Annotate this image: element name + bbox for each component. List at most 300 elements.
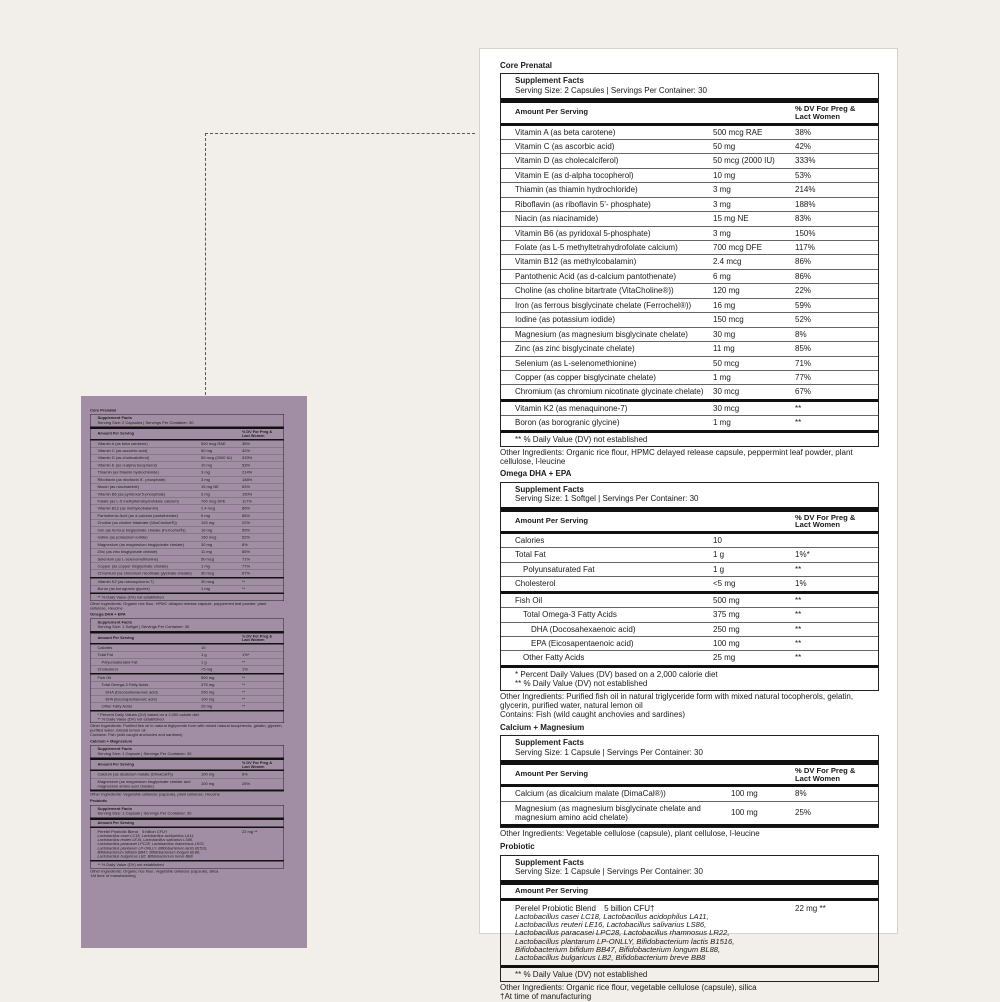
nutrient-dv: **: [795, 418, 802, 428]
nutrient-amount: 120 mg: [713, 286, 740, 296]
thumb-nutrient-dv: 8%: [242, 772, 248, 777]
nutrient-row: [501, 623, 878, 637]
thumb-nutrient-name: Vitamin A (as beta carotene): [97, 441, 148, 446]
thumb-nutrient-row: [91, 484, 284, 491]
nutrient-amount: 50 mcg: [713, 358, 740, 368]
nutrient-name: Copper (as copper bisglycinate chelate): [515, 372, 656, 382]
dashed-connector-horizontal: [205, 133, 475, 134]
thumb-core-rows: [91, 440, 284, 578]
thumb-core-col-dv: % DV For Preg & Lact Women: [242, 429, 273, 438]
thumb-probiotic-col-amount: Amount Per Serving: [97, 820, 134, 825]
thumb-probiotic-strain-line: Lactobacillus plantarum LP-ONLLY, Bifidobacterium lactis B1516,: [97, 845, 208, 851]
thumb-calmag-rows: [91, 771, 284, 791]
nutrient-amount: 250 mg: [713, 624, 740, 634]
thumb-probiotic-blend-amount: 22 mg **: [242, 829, 258, 834]
thumb-nutrient-dv: 38%: [242, 441, 251, 446]
thumb-nutrient-dv: **: [242, 586, 246, 592]
thumb-nutrient-name: Total Fat: [97, 652, 113, 658]
probiotic-strain-line: Lactobacillus bulgaricus LB2, Bifidobacterium breve BB8: [515, 952, 706, 962]
nutrient-name: Choline (as choline bitartrate (VitaCholine®)): [515, 286, 674, 296]
nutrient-name: Cholesterol: [515, 579, 556, 589]
thumb-nutrient-row: [91, 771, 284, 778]
thumb-nutrient-row: [91, 549, 284, 556]
core-other-ingredients: Other Ingredients: Organic rice flour, HPMC delayed release capsule, peppermint leaf powder, plant cellulose, l-leucine: [500, 447, 853, 466]
nutrient-dv: **: [795, 610, 802, 620]
thumb-nutrient-row: [91, 689, 284, 696]
thumb-nutrient-dv: 67%: [242, 571, 251, 576]
thumb-omega-sf-title: Supplement Facts: [97, 619, 132, 625]
thumb-nutrient-amount: 30 mcg: [201, 579, 215, 584]
thumb-omega-other-ingredients: Other Ingredients: Purified fish oil in natural triglyceride form with mixed natural tocopherols, gelatin, glycerin, purified water, natural lemon oil: [90, 723, 283, 733]
nutrient-dv: **: [795, 403, 802, 413]
thumb-nutrient-row: [91, 563, 284, 570]
thumb-nutrient-dv: **: [242, 704, 246, 709]
thumb-nutrient-amount: 1 g: [201, 652, 207, 658]
thumb-nutrient-dv: 188%: [242, 477, 253, 482]
thumb-nutrient-dv: 1%: [242, 667, 248, 672]
thumb-nutrient-row: [91, 469, 284, 476]
thumb-core-supplement-facts: [90, 414, 284, 601]
nutrient-row: [501, 212, 878, 226]
probiotic-blend-amount: 22 mg **: [795, 903, 826, 913]
thumb-nutrient-amount: 11 mg: [201, 549, 212, 555]
thumb-calmag-supplement-facts: [90, 745, 284, 792]
thumb-nutrient-amount: 500 mcg RAE: [201, 441, 226, 446]
nutrient-row: [501, 787, 878, 801]
nutrient-amount: 1 mg: [713, 372, 731, 382]
thumb-nutrient-amount: 1 mg: [201, 563, 210, 569]
nutrient-row: [501, 548, 878, 562]
nutrient-row: [501, 385, 878, 401]
calmag-col-dv: % DV For Preg & Lact Women: [795, 765, 856, 783]
thumb-nutrient-name: Vitamin B12 (as methylcobalamin): [97, 506, 159, 511]
nutrient-dv: 42%: [795, 141, 812, 151]
nutrient-dv: 150%: [795, 228, 816, 238]
thumb-nutrient-name: Niacin (as niacinamide): [97, 484, 140, 490]
thumb-nutrient-row: [91, 586, 284, 594]
nutrient-row: [501, 255, 878, 269]
thumb-nutrient-row: [91, 498, 284, 505]
nutrient-name: Iron (as ferrous bisglycinate chelate (Ferrochel®)): [515, 300, 692, 310]
nutrient-name: Pantothenic Acid (as d-calcium pantothenate): [515, 271, 676, 281]
nutrient-dv: **: [795, 653, 802, 663]
omega-sf-title: Supplement Facts: [515, 484, 584, 494]
thumb-nutrient-amount: 1 mg: [201, 586, 210, 592]
nutrient-name: Folate (as L-5 methyltetrahydrofolate calcium): [515, 243, 678, 252]
nutrient-amount: 2.4 mcg: [713, 257, 742, 267]
nutrient-row: [501, 227, 878, 241]
nutrient-dv: **: [795, 624, 802, 634]
thumb-calmag-serving: Serving Size: 1 Capsule | Servings Per Container: 30: [97, 751, 192, 756]
probiotic-footnote: ** % Daily Value (DV) not established: [515, 970, 648, 980]
thumb-nutrient-name: Vitamin E (as d-alpha tocopherol): [97, 462, 157, 468]
thumb-nutrient-dv: **: [242, 659, 246, 665]
thumb-core-prenatal-title: Core Prenatal: [90, 408, 117, 413]
nutrient-row: [501, 594, 878, 608]
thumb-nutrient-dv: 1%*: [242, 652, 250, 658]
nutrient-name: Total Fat: [515, 550, 546, 560]
nutrient-dv: 25%: [795, 808, 812, 818]
nutrient-name: Vitamin C (as ascorbic acid): [515, 141, 615, 151]
thumb-core-col-amount: Amount Per Serving: [97, 431, 134, 436]
thumb-nutrient-dv: 86%: [242, 506, 251, 511]
omega-other-ingredients: Other Ingredients: Purified fish oil in natural triglyceride form with mixed natural tocopherols, gelatin, glycerin, purified water, natural lemon oil: [500, 692, 854, 711]
probiotic-blend-name: Perelel Probiotic Blend: [515, 903, 596, 913]
nutrient-row: [501, 198, 878, 212]
nutrient-row: [501, 342, 878, 356]
nutrient-dv: 85%: [795, 344, 812, 354]
nutrient-amount: <5 mg: [713, 579, 736, 589]
label-doc: [480, 49, 897, 1002]
calmag-serving: Serving Size: 1 Capsule | Servings Per Container: 30: [515, 747, 703, 757]
thumb-omega-footnote-2: ** % Daily Value (DV) not established: [97, 717, 164, 722]
nutrient-row: [501, 328, 878, 342]
thumb-nutrient-name: Polyunsaturated Fat: [101, 659, 138, 665]
thumb-nutrient-name: Calcium (as dicalcium malate (DimaCal®)): [97, 772, 173, 777]
thumb-omega-contains: Contains: Fish (wild caught anchovies and sardines): [90, 732, 183, 737]
core-col-amount: Amount Per Serving: [515, 107, 588, 117]
thumb-omega-footnote-1: * Percent Daily Values (DV) based on a 2,000 calorie diet: [97, 712, 199, 717]
thumb-nutrient-row: [91, 440, 284, 447]
thumb-nutrient-row: [91, 674, 284, 681]
nutrient-name: Vitamin B12 (as methylcobalamin): [515, 257, 637, 267]
thumb-nutrient-row: [91, 462, 284, 469]
thumb-nutrient-row: [91, 570, 284, 578]
nutrient-name: Chromium (as chromium nicotinate glycinate chelate): [515, 387, 704, 397]
thumb-nutrient-row: [91, 512, 284, 519]
thumb-nutrient-amount: 100 mg: [201, 697, 215, 702]
nutrient-amount: 100 mg: [731, 808, 758, 818]
thumb-probiotic-title: Probiotic: [90, 798, 108, 804]
thumb-calmag-col-dv: % DV For Preg & Lact Women: [242, 760, 273, 769]
nutrient-dv: 53%: [795, 170, 812, 180]
probiotic-strain-line: Lactobacillus casei LC18, Lactobacillus acidophilus LA11,: [515, 911, 709, 921]
probiotic-strain-line: Lactobacillus paracasei LPC28, Lactobacillus rhamnosus LR22,: [515, 928, 730, 938]
nutrient-amount: 100 mg: [731, 789, 758, 799]
nutrient-dv: 188%: [795, 199, 816, 209]
thumb-nutrient-dv: 83%: [242, 484, 251, 490]
thumb-nutrient-amount: 10 mg: [201, 462, 213, 468]
thumb-nutrient-name: Choline (as choline bitartrate (VitaCholine®)): [97, 520, 177, 526]
omega-col-dv: % DV For Preg & Lact Women: [795, 512, 856, 530]
thumb-core-serving: Serving Size: 2 Capsules | Servings Per Container: 30: [97, 420, 194, 425]
thumb-nutrient-row: [91, 659, 284, 666]
nutrient-dv: 8%: [795, 789, 807, 799]
calmag-title: Calcium + Magnesium: [500, 722, 585, 732]
thumb-nutrient-dv: 150%: [242, 491, 253, 497]
thumb-nutrient-dv: 52%: [242, 535, 251, 540]
thumb-nutrient-amount: 150 mcg: [201, 535, 217, 540]
nutrient-name: Niacin (as niacinamide): [515, 214, 599, 224]
thumb-nutrient-name: Calories: [97, 645, 113, 650]
nutrient-amount: 25 mg: [713, 653, 736, 663]
thumb-probiotic-strain-line: Bifidobacterium bifidum BB47, Bifidobacterium longum BL88,: [97, 849, 201, 855]
thumb-nutrient-dv: 8%: [242, 542, 248, 547]
nutrient-row: [501, 140, 878, 154]
probiotic-blend-row: [501, 901, 878, 969]
thumb-nutrient-amount: 120 mg: [201, 520, 215, 526]
thumb-nutrient-row: [91, 652, 284, 659]
nutrient-name: Selenium (as L-selenomethionine): [515, 358, 637, 368]
nutrient-row: [501, 802, 878, 828]
thumb-nutrient-dv: **: [242, 579, 246, 584]
thumb-nutrient-amount: 375 mg: [201, 682, 215, 688]
thumb-probiotic-strain-line: Lactobacillus casei LC18, Lactobacillus acidophilus LA11,: [97, 833, 195, 838]
probiotic-strain-list: [515, 913, 795, 962]
thumb-nutrient-dv: 85%: [242, 549, 251, 555]
nutrient-dv: **: [795, 564, 802, 574]
thumb-calmag-col-amount: Amount Per Serving: [97, 762, 134, 767]
thumb-nutrient-name: Boron (as borogranic glycine): [97, 586, 150, 592]
nutrient-row: [501, 416, 878, 432]
thumb-nutrient-name: Selenium (as L-selenomethionine): [97, 556, 159, 562]
thumb-nutrient-amount: 3 mg: [201, 477, 210, 482]
thumb-nutrient-amount: 500 mg: [201, 675, 215, 680]
thumb-nutrient-amount: 3 mg: [201, 470, 210, 475]
nutrient-name: Vitamin K2 (as menaquinone-7): [515, 403, 628, 413]
nutrient-row: [501, 534, 878, 548]
nutrient-dv: 214%: [795, 185, 816, 195]
probiotic-serving: Serving Size: 1 Capsule | Servings Per Container: 30: [515, 867, 703, 877]
thumb-nutrient-row: [91, 447, 284, 454]
nutrient-row: [501, 169, 878, 183]
thumb-nutrient-name: Fish Oil: [97, 675, 112, 680]
thumb-probiotic-blend-name: Perelel Probiotic Blend: [97, 829, 138, 834]
nutrient-dv: 86%: [795, 271, 812, 281]
thumb-nutrient-row: [91, 534, 284, 541]
thumb-nutrient-amount: 250 mg: [201, 689, 215, 695]
probiotic-other-ingredients: Other Ingredients: Organic rice flour, vegetable cellulose (capsule), silica: [500, 983, 757, 993]
nutrient-name: Vitamin A (as beta carotene): [515, 127, 616, 137]
nutrient-dv: **: [795, 595, 802, 605]
thumb-probiotic-other-ingredients: Other Ingredients: Organic rice flour, vegetable cellulose (capsule), silica: [90, 869, 219, 874]
thumb-nutrient-name: Vitamin C (as ascorbic acid): [97, 448, 148, 453]
probiotic-strain-line: Lactobacillus plantarum LP-ONLLY, Bifidobacterium lactis B1516,: [515, 936, 735, 946]
thumb-probiotic-strain-line: Lactobacillus bulgaricus LB2, Bifidobacterium breve BB8: [97, 853, 193, 859]
nutrient-amount: 50 mcg (2000 IU): [713, 156, 775, 166]
thumb-nutrient-name: Vitamin K2 (as menaquinone-7): [97, 579, 154, 584]
probiotic-sf-title: Supplement Facts: [515, 857, 584, 867]
nutrient-name: Boron (as borogranic glycine): [515, 418, 620, 428]
thumb-omega-serving: Serving Size: 1 Softgel | Servings Per Container: 30: [97, 624, 190, 630]
nutrient-row: [501, 284, 878, 298]
nutrient-dv: 1%: [795, 579, 807, 589]
omega-footnote-1: * Percent Daily Values (DV) based on a 2,000 calorie diet: [515, 669, 718, 679]
nutrient-amount: 11 mg: [713, 344, 735, 354]
thumb-nutrient-name: EPA (Eicosapentaenoic acid): [105, 697, 157, 702]
nutrient-name: Vitamin D (as cholecalciferol): [515, 156, 619, 166]
thumb-nutrient-name: Chromium (as chromium nicotinate glycinate chelate): [97, 571, 192, 576]
nutrient-dv: **: [795, 639, 802, 649]
nutrient-dv: 71%: [795, 358, 812, 368]
nutrient-amount: 1 mg: [713, 418, 731, 428]
nutrient-row: [501, 299, 878, 313]
omega-col-amount: Amount Per Serving: [515, 515, 588, 525]
thumb-nutrient-dv: **: [242, 689, 246, 695]
nutrient-dv: 333%: [795, 156, 816, 166]
core-sf-title: Supplement Facts: [515, 76, 584, 86]
nutrient-name: Thiamin (as thiamin hydrochloride): [515, 185, 638, 195]
probiotic-col-amount: Amount Per Serving: [515, 885, 588, 895]
thumb-nutrient-dv: 117%: [242, 499, 252, 504]
thumb-nutrient-amount: 3 mg: [201, 491, 210, 497]
thumb-nutrient-dv: 22%: [242, 520, 251, 526]
thumb-probiotic-serving: Serving Size: 1 Capsule | Servings Per Container: 30: [97, 811, 192, 816]
thumb-probiotic-blend-cfu: 5 billion CFU†: [142, 829, 168, 834]
core-rows-2: [501, 402, 878, 433]
omega-contains: Contains: Fish (wild caught anchovies and sardines): [500, 709, 685, 719]
nutrient-name: Vitamin E (as d-alpha tocopherol): [515, 170, 634, 180]
thumb-nutrient-row: [91, 455, 284, 462]
thumb-nutrient-name: Iodine (as potassium iodide): [97, 535, 148, 540]
core-rows: [501, 126, 878, 402]
nutrient-amount: 150 mcg: [713, 315, 744, 325]
thumb-nutrient-dv: 59%: [242, 527, 251, 533]
thumb-nutrient-dv: **: [242, 675, 246, 680]
nutrient-dv: 38%: [795, 127, 812, 137]
nutrient-dv: 8%: [795, 329, 807, 339]
dashed-connector-vertical: [205, 133, 206, 395]
nutrient-row: [501, 651, 878, 667]
probiotic-strain-line: Bifidobacterium bifidum BB47, Bifidobacterium longum BL88,: [515, 944, 721, 954]
thumb-nutrient-amount: 30 mcg: [201, 571, 215, 576]
nutrient-name: Vitamin B6 (as pyridoxal 5-phosphate): [515, 228, 651, 238]
core-serving: Serving Size: 2 Capsules | Servings Per Container: 30: [515, 85, 707, 95]
nutrient-dv: 52%: [795, 315, 812, 325]
thumb-probiotic-strain-list: [98, 834, 243, 859]
nutrient-amount: 1 g: [713, 550, 725, 560]
thumbnail-label-doc: [81, 396, 293, 891]
thumb-nutrient-dv: **: [242, 697, 246, 702]
nutrient-dv: 67%: [795, 387, 812, 397]
thumb-probiotic-strain-line: Lactobacillus reuteri LE16, Lactobacillus salivarius LS86,: [97, 837, 194, 843]
thumb-nutrient-row: [91, 696, 284, 703]
calmag-col-amount: Amount Per Serving: [515, 769, 588, 779]
thumb-nutrient-amount: <5 mg: [201, 667, 213, 672]
nutrient-name: Other Fatty Acids: [523, 653, 585, 663]
thumb-nutrient-dv: 333%: [242, 455, 253, 461]
core-footnote: ** % Daily Value (DV) not established: [515, 434, 648, 444]
nutrient-name: Riboflavin (as riboflavin 5'- phosphate): [515, 199, 651, 209]
label-thumbnail[interactable]: [81, 396, 307, 948]
thumb-nutrient-amount: 50 mcg (2000 IU): [201, 455, 232, 461]
nutrient-amount: 375 mg: [713, 610, 740, 620]
nutrient-dv: 77%: [795, 372, 812, 382]
nutrient-name: Polyunsaturated Fat: [523, 564, 595, 574]
thumb-nutrient-amount: 10: [201, 645, 206, 650]
thumb-nutrient-amount: 2.4 mcg: [201, 506, 216, 511]
nutrient-amount: 500 mcg RAE: [713, 127, 763, 137]
nutrient-row: [501, 313, 878, 327]
thumb-calmag-sf-title: Supplement Facts: [97, 746, 132, 752]
nutrient-amount: 30 mg: [713, 329, 736, 339]
nutrient-name: DHA (Docosahexaenoic acid): [531, 624, 636, 634]
thumb-nutrient-name: Other Fatty Acids: [101, 704, 133, 709]
thumb-omega-title: Omega DHA + EPA: [90, 612, 126, 617]
thumb-probiotic-dagger-note: †At time of manufacturing: [90, 873, 136, 879]
thumb-nutrient-name: Magnesium (as magnesium bisglycinate chelate): [97, 542, 184, 547]
thumb-calmag-other-ingredients: Other Ingredients: Vegetable cellulose (capsule), plant cellulose, l-leucine: [90, 792, 220, 797]
thumb-nutrient-name: DHA (Docosahexaenoic acid): [105, 689, 158, 695]
thumb-nutrient-amount: 30 mg: [201, 542, 213, 547]
nutrient-row: [501, 563, 878, 577]
nutrient-amount: 16 mg: [713, 300, 736, 310]
thumb-probiotic-blend-row: [91, 828, 284, 862]
calmag-sf-title: Supplement Facts: [515, 738, 584, 748]
thumb-nutrient-row: [91, 666, 284, 674]
nutrient-name: Calcium (as dicalcium malate (DimaCal®)): [515, 789, 666, 799]
thumb-nutrient-dv: 53%: [242, 462, 251, 468]
thumb-nutrient-amount: 700 mcg DFE: [201, 499, 226, 504]
nutrient-amount: 6 mg: [713, 271, 731, 281]
thumb-omega-supplement-facts: [90, 618, 284, 723]
nutrient-name: EPA (Eicosapentaenoic acid): [531, 639, 634, 649]
thumb-nutrient-name: Magnesium (as magnesium bisglycinate chelate and magnesium amino acid chelate): [97, 779, 191, 789]
calmag-other-ingredients: Other Ingredients: Vegetable cellulose (capsule), plant cellulose, l-leucine: [500, 829, 760, 839]
core-prenatal-title: Core Prenatal: [500, 61, 553, 70]
thumb-nutrient-amount: 6 mg: [201, 513, 210, 518]
thumb-probiotic-strain-line: Lactobacillus paracasei LPC28, Lactobacillus rhamnosus LR22,: [97, 841, 205, 847]
nutrient-amount: 10: [713, 535, 722, 545]
thumb-core-sf-title: Supplement Facts: [97, 415, 132, 421]
thumb-nutrient-row: [91, 682, 284, 689]
nutrient-amount: 500 mg: [713, 595, 740, 605]
thumb-omega-rows: [91, 644, 284, 711]
nutrient-amount: 3 mg: [713, 199, 731, 209]
thumb-nutrient-name: Riboflavin (as riboflavin 5'- phosphate): [97, 477, 166, 482]
thumb-nutrient-name: Copper (as copper bisglycinate chelate): [97, 563, 168, 569]
thumb-nutrient-dv: 71%: [242, 556, 251, 562]
probiotic-supplement-facts: [500, 855, 879, 983]
thumb-nutrient-row: [91, 541, 284, 548]
omega-footnote-2: ** % Daily Value (DV) not established: [515, 679, 648, 689]
probiotic-title: Probiotic: [500, 842, 535, 852]
thumb-nutrient-amount: 16 mg: [201, 527, 213, 533]
thumb-nutrient-dv: 214%: [242, 470, 253, 475]
thumb-nutrient-row: [91, 476, 284, 483]
nutrient-row: [501, 402, 878, 416]
thumb-nutrient-row: [91, 703, 284, 711]
probiotic-strain-line: Lactobacillus reuteri LE16, Lactobacillus salivarius LS86,: [515, 920, 707, 930]
nutrient-dv: 117%: [795, 243, 815, 252]
thumb-nutrient-amount: 100 mg: [201, 781, 215, 787]
nutrient-row: [501, 577, 878, 593]
thumb-nutrient-dv: **: [242, 682, 246, 688]
thumb-nutrient-name: Vitamin D (as cholecalciferol): [97, 455, 150, 461]
nutrient-row: [501, 608, 878, 622]
nutrient-row: [501, 357, 878, 371]
thumb-nutrient-amount: 50 mg: [201, 448, 213, 453]
nutrient-dv: 22%: [795, 286, 812, 296]
thumb-nutrient-name: Cholesterol: [97, 667, 118, 672]
thumb-core-rows-2: [91, 578, 284, 593]
thumb-nutrient-amount: 50 mcg: [201, 556, 215, 562]
nutrient-row: [501, 126, 878, 140]
core-col-dv: % DV For Preg & Lact Women: [795, 104, 856, 121]
omega-title: Omega DHA + EPA: [500, 469, 572, 479]
thumb-core-other-ingredients: Other Ingredients: Organic rice flour, HPMC delayed release capsule, peppermint leaf powder, plant cellulose, l-leucine: [90, 601, 267, 611]
thumb-nutrient-row: [91, 644, 284, 651]
thumb-probiotic-supplement-facts: [90, 805, 284, 869]
thumb-nutrient-name: Iron (as ferrous bisglycinate chelate (Ferrochel®)): [97, 527, 186, 533]
calmag-supplement-facts: [500, 735, 879, 828]
omega-supplement-facts: [500, 482, 879, 691]
thumb-nutrient-amount: 15 mg NE: [201, 484, 219, 490]
thumb-calmag-title: Calcium + Magnesium: [90, 738, 133, 744]
nutrient-amount: 100 mg: [713, 639, 740, 649]
nutrient-name: Iodine (as potassium iodide): [515, 315, 616, 325]
nutrient-amount: 30 mcg: [713, 387, 740, 397]
